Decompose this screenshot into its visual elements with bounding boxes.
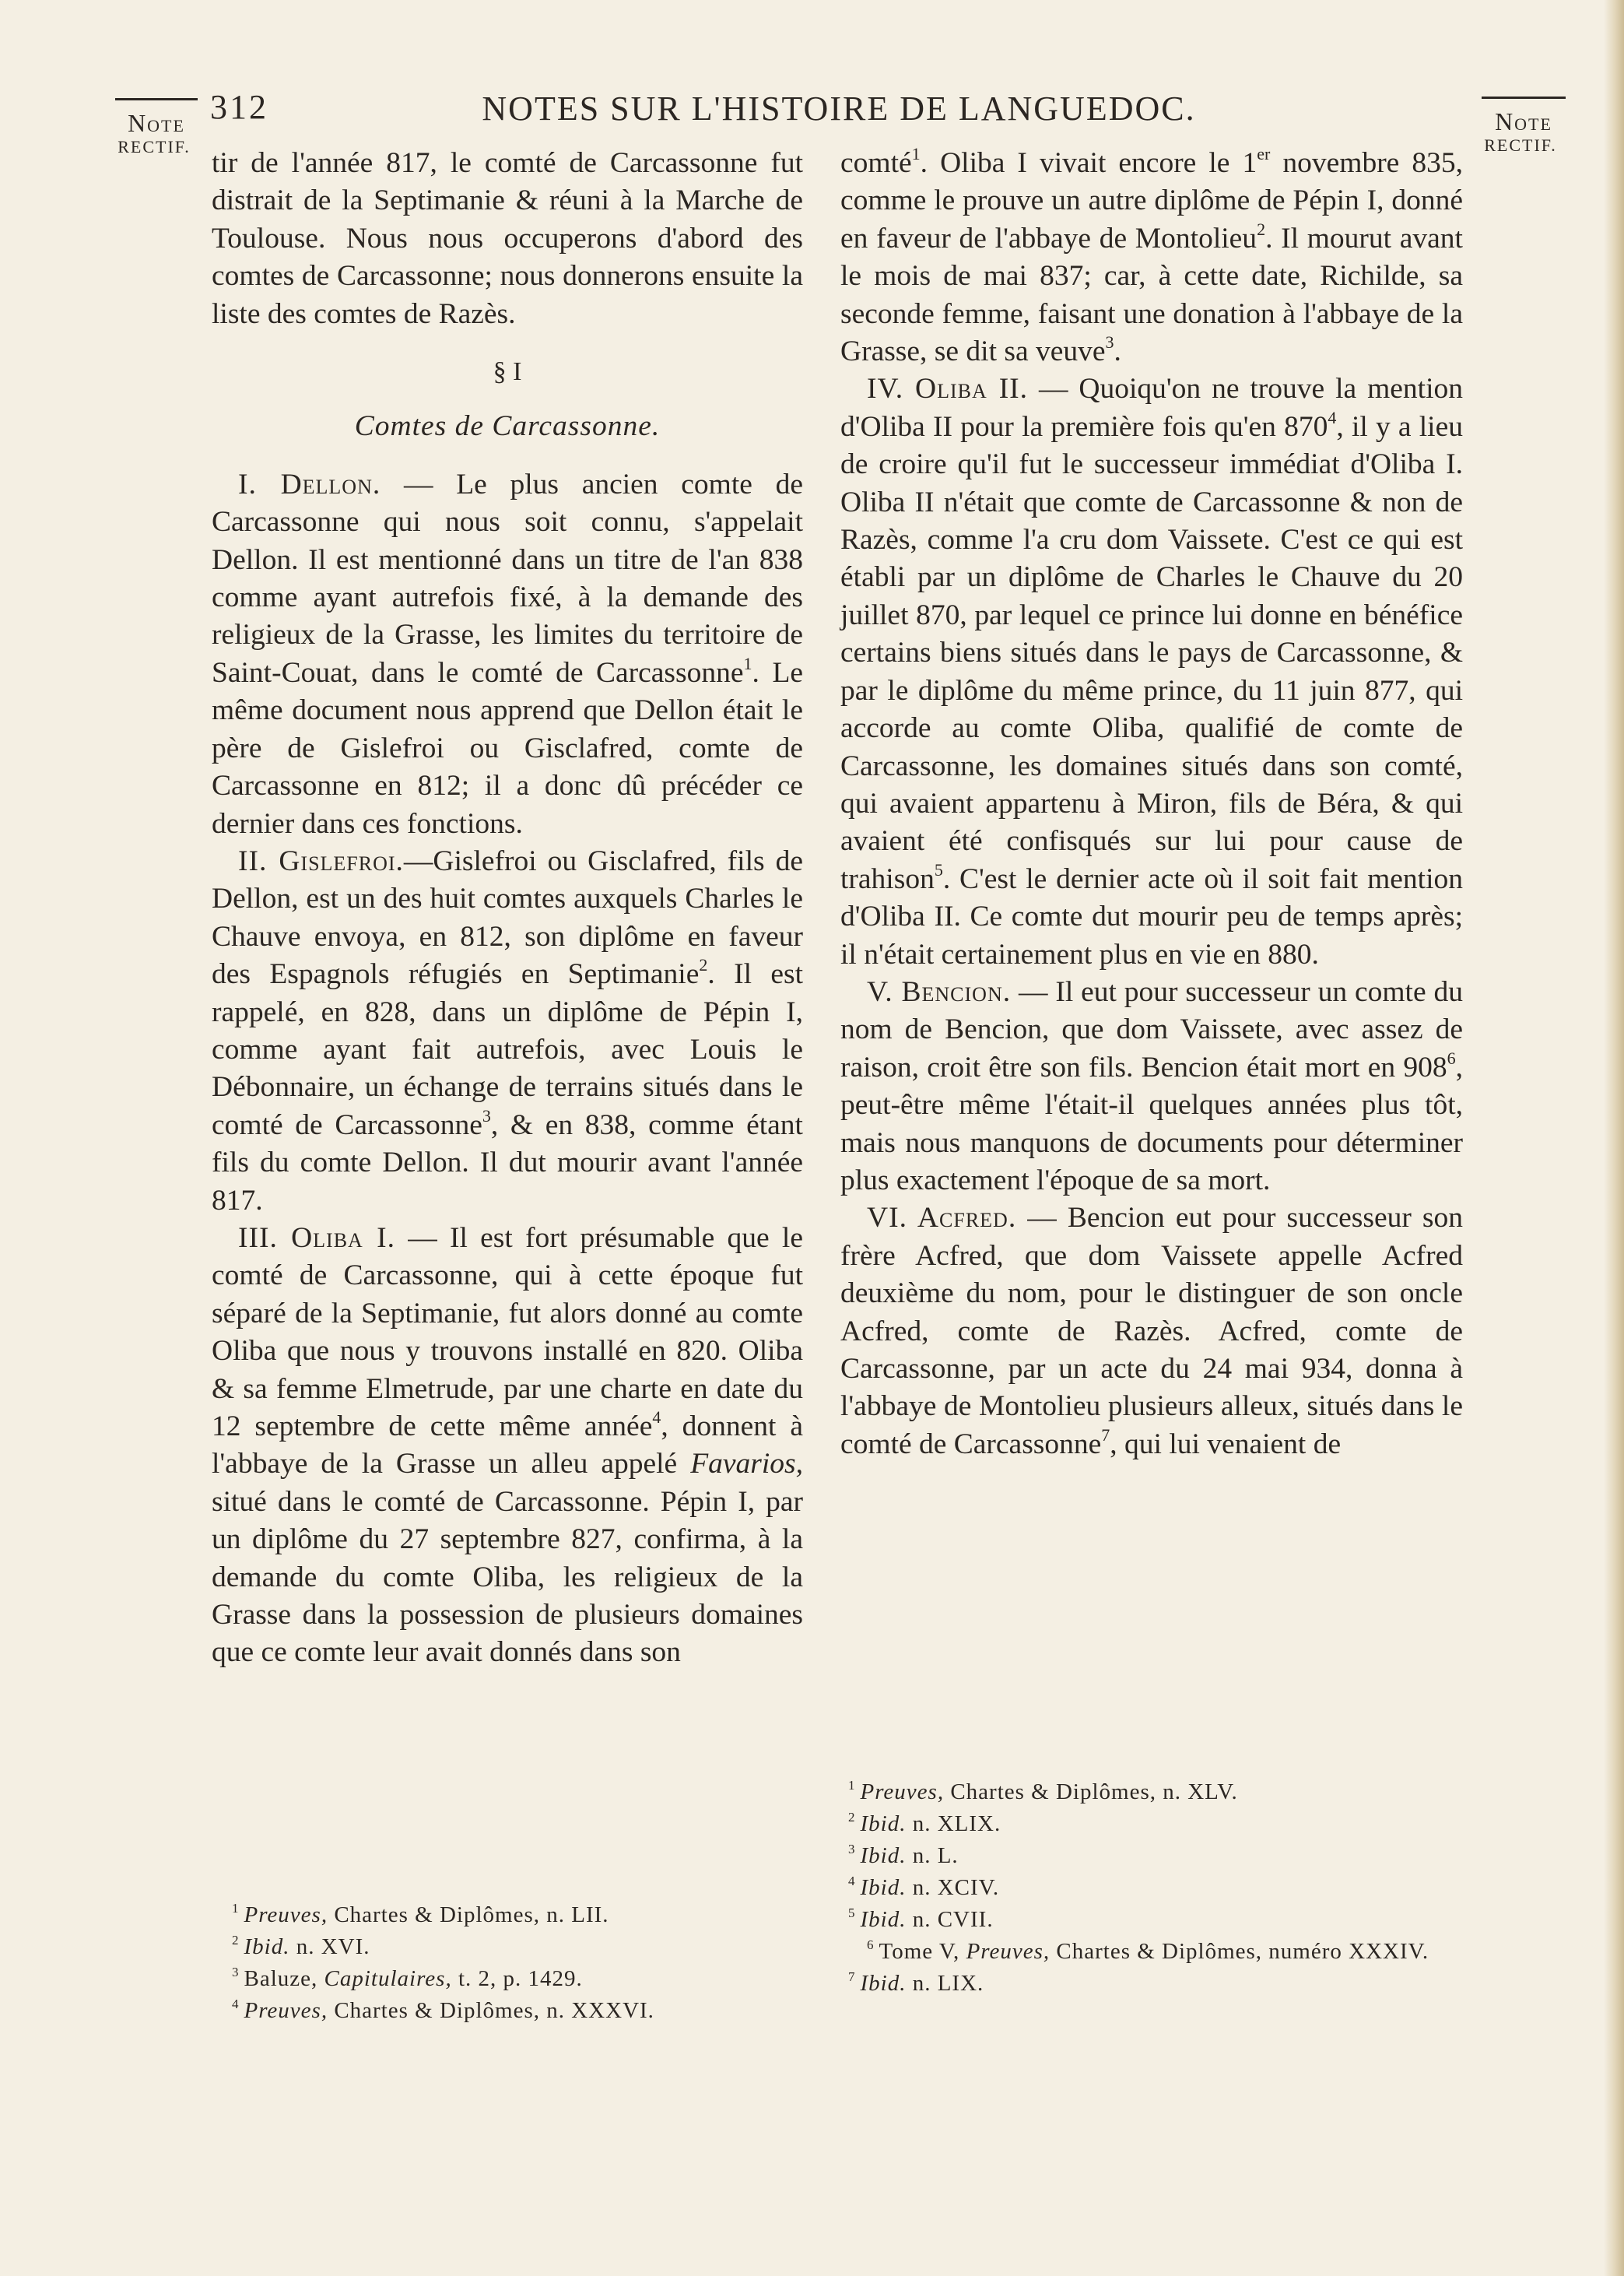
ordinal-suffix: er [1257,144,1271,163]
section-mark: § I [493,357,522,387]
entry-acfred: VI. Acfred. — Bencion eut pour successeur son frère Acfred, que dom Vaissete appelle Acfred deuxième du nom, pour le distinguer de son oncle Acfred, comte de Razès. Acfred, comte de Carcassonne, par un acte du 24 mai 934, donna à l'abbaye de Montolieu plusieurs alleux, situés dans le comté de Carcassonne$^7$, qui lui venaient de [840,1202,1463,1460]
footnote-number: 3 [232,1965,240,1979]
footnotes-left [232,1899,777,2027]
footnote-number: 1 [848,1778,856,1793]
margin-note-label: Note [1495,107,1552,135]
entry-oliba-ii: IV. Oliba II. — Quoiqu'on ne trouve la mention d'Oliba II pour la première fois qu'en $870^4$, il y a lieu de croire qu'il fut le successeur immédiat d'Oliba I. Oliba II n'était que comte de Carcassonne & non de Razès, comme l'a cru dom Vaissete. C'est ce qui est établi par un diplôme de Charles le Chauve du 20 juillet 870, par lequel ce prince lui donne en bénéfice certains biens situés dans le pays de Carcassonne, & par le diplôme du même prince, du 11 juin 877, qui accorde au comte Oliba, qualifié de comte de Carcassonne, les domaines situés dans son comté, qui avaient appartenu à Miron, fils de Béra, & qui avaient été confisqués sur lui pour cause de trahison$^5$. C'est le dernier acte où il soit fait mention d'Oliba II. Ce comte dut mourir peu de temps après; il n'était certainement plus en vie en 880. [840,373,1463,971]
footnote-number: 7 [848,1969,856,1984]
footnote-ref: 4 [1328,407,1337,427]
section-title: Comtes de Carcassonne. [354,410,661,443]
entry-heading: IV. Oliba II. [867,373,1029,406]
margin-note-label: Note [128,109,185,137]
footnote-ref: 2 [1257,219,1266,239]
footnote: $^1$ Preuves, Chartes & Diplômes, n. XLV. [848,1778,1238,1804]
footnote-number: 4 [848,1874,856,1888]
footnote: $^6$ Tome V, Preuves, Chartes & Diplômes, numéro XXXIV. [867,1937,1429,1964]
footnote: $^2$ Ibid. n. XVI. [232,1933,370,1959]
footnote: $^3$ Baluze, Capitulaires, t. 2, p. 1429. [232,1965,583,1991]
footnote-ref: 1 [911,144,921,163]
entry-heading: V. Bencion. [867,975,1012,1008]
page-title: NOTES SUR L'HISTOIRE DE LANGUEDOC. [482,90,1196,128]
footnote-number: 6 [867,1937,875,1952]
footnote-ref: 3 [1105,332,1114,353]
footnote-number: 4 [232,1997,240,2011]
entry-oliba-i: III. Oliba I. — Il est fort présumable que le comté de Carcassonne, qui à cette époque fut séparé de la Septimanie, fut alors donné au comte Oliba que nous y trouvons installé en 820. Oliba & sa femme Elmetrude, par une charte en date du 12 septembre de cette même année$^4$, donnent à l'abbaye de la Grasse un alleu appelé Favarios, situé dans le comté de Carcassonne. Pépin I, par un diplôme du 27 septembre 827, confirma, à la demande du comte Oliba, les religieux de la Grasse dans la possession de plusieurs domaines que ce comte leur avait donnés dans son [212,1221,803,1669]
margin-note-sublabel: RECTIF. [118,137,191,156]
footnote-ref: 4 [652,1407,661,1427]
footnote: $^7$ Ibid. n. LIX. [848,1969,984,1996]
entry-heading: VI. Acfred. [867,1202,1017,1235]
footnotes-right [848,1776,1463,2000]
footnote: $^3$ Ibid. n. L. [848,1842,959,1868]
footnote-number: 2 [848,1810,856,1825]
intro-paragraph: tir de l'année 817, le comté de Carcassonne fut distrait de la Septimanie & réuni à la Marche de Toulouse. Nous nous occuperons d'abord des comtes de Carcassonne; nous donnerons ensuite la liste des comtes de Razès. [212,147,803,330]
footnote: $^1$ Preuves, Chartes & Diplômes, n. LII. [232,1901,609,1927]
right-column [840,145,1463,1463]
margin-rule [1482,97,1566,99]
margin-rule [115,98,198,100]
footnote: $^4$ Preuves, Chartes & Diplômes, n. XXXVI. [232,1997,654,2023]
entry-heading: I. Dellon. [238,468,381,501]
footnote-ref: 5 [934,859,943,880]
left-column [212,145,803,1672]
footnote-ref: 7 [1101,1424,1110,1445]
italic-term: Favarios, [690,1448,803,1480]
entry-heading: II. Gislefroi. [238,845,404,877]
footnote: $^2$ Ibid. n. XLIX. [848,1810,1001,1836]
footnote-number: 2 [232,1933,240,1948]
footnote-number: 3 [848,1842,856,1856]
margin-note-right [1482,97,1566,156]
footnote: $^5$ Ibid. n. CVII. [848,1905,994,1932]
entry-dellon: I. Dellon. — Le plus ancien comte de Carcassonne qui nous soit connu, s'appelait Dellon. Il est mentionné dans un titre de l'an 838 comme ayant autrefois fixé, à la demande des religieux de la Grasse, les limites du territoire de Saint-Couat, dans le comté de Carcassonne$^1$. Le même document nous apprend que Dellon était le père de Gislefroi ou Gisclafred, comte de Carcassonne en 812; il a donc dû précéder ce dernier dans ces fonctions. [212,468,803,840]
entry-gislefroi: II. Gislefroi.—Gislefroi ou Gisclafred, fils de Dellon, est un des huit comtes auxquels Charles le Chauve envoya, en 812, son diplôme en faveur des Espagnols réfugiés en Septimanie$^2$. Il est rappelé, en 828, dans un diplôme de Pépin I, comme ayant fait autrefois, avec Louis le Débonnaire, un échange de terrains situés dans le comté de Carcassonne$^3$, & en 838, comme étant fils du comte Dellon. Il dut mourir avant l'année 817. [212,845,803,1217]
footnote: $^4$ Ibid. n. XCIV. [848,1874,1000,1900]
margin-note-sublabel: RECTIF. [1484,135,1557,155]
footnote-number: 5 [848,1905,856,1920]
entry-heading: III. Oliba I. [238,1221,395,1254]
margin-note-left [115,98,198,158]
footnote-ref: 1 [743,653,752,673]
footnote-ref: 2 [699,955,708,975]
running-head [210,87,1468,134]
page-edge-shadow [1604,0,1624,2276]
footnote-ref: 3 [482,1105,491,1126]
footnote-number: 1 [232,1901,240,1916]
footnote-ref: 6 [1447,1048,1456,1068]
continued-paragraph: comté$^1$. Oliba I vivait encore le 1er novembre 835, comme le prouve un autre diplôme de Pépin I, donné en faveur de l'abbaye de Montolieu$^2$. Il mourut avant le mois de mai 837; car, à cette date, Richilde, sa seconde femme, faisant une donation à l'abbaye de la Grasse, se dit sa veuve$^3$. [840,144,1463,368]
page-number: 312 [210,88,268,126]
entry-bencion: V. Bencion. — Il eut pour successeur un comte du nom de Bencion, que dom Vaissete, avec assez de raison, croit être son fils. Bencion était mort en $908^6$, peut-être même l'était-il quelques années plus tôt, mais nous manquons de documents pour déterminer plus exactement l'époque de sa mort. [840,975,1463,1196]
